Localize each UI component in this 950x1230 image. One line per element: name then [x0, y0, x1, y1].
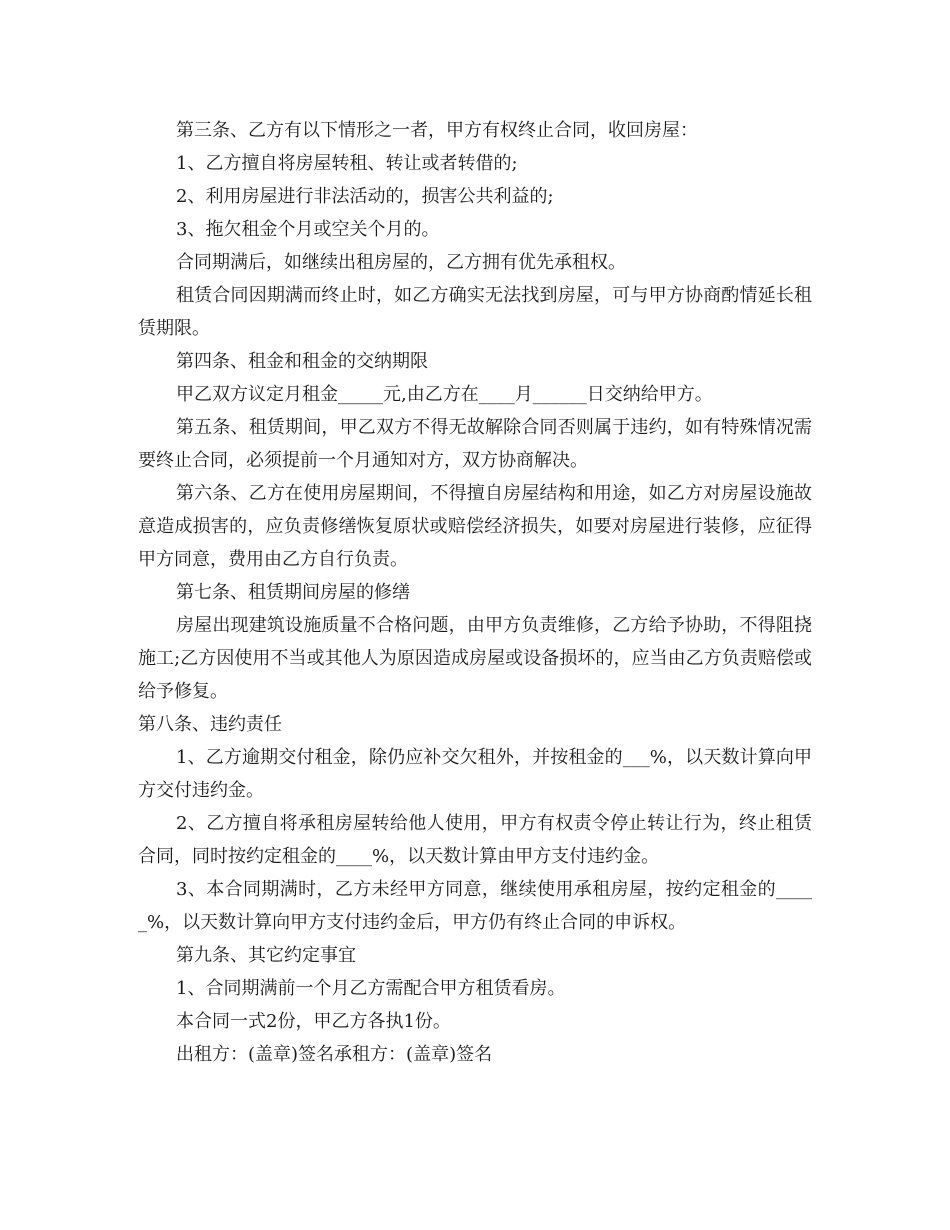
clause-5-paragraph: 第五条、租赁期间，甲乙双方不得无故解除合同否则属于违约，如有特殊情况需要终止合同，必须提前一个月通知对方，双方协商解决。	[138, 417, 812, 471]
clause-8-item-1: 1、乙方逾期交付租金，除仍应补交欠租外，并按租金的___%，以天数计算向甲方交付违约金。	[138, 747, 812, 801]
clause-8-item-2: 2、乙方擅自将承租房屋转给他人使用，甲方有权责令停止转让行为，终止租赁合同，同时按约定租金的____%，以天数计算由甲方支付违约金。	[138, 813, 812, 867]
clause-3-item-2: 2、利用房屋进行非法活动的，损害公共利益的;	[176, 186, 554, 207]
clause-9-item-1: 1、合同期满前一个月乙方需配合甲方租赁看房。	[176, 978, 566, 999]
signature-line: 出租方：(盖章)签名承租方：(盖章)签名	[176, 1044, 493, 1065]
repair-paragraph: 房屋出现建筑设施质量不合格问题，由甲方负责维修，乙方给予协助，不得阻挠施工;乙方因使用不当或其他人为原因造成房屋或设备损坏的，应当由乙方负责赔偿或给予修复。	[138, 615, 812, 702]
copies-paragraph: 本合同一式2份，甲乙方各执1份。	[176, 1011, 451, 1032]
clause-6-paragraph: 第六条、乙方在使用房屋期间，不得擅自房屋结构和用途，如乙方对房屋设施故意造成损害的，应负责修缮恢复原状或赔偿经济损失，如要对房屋进行装修，应征得甲方同意，费用由乙方自行负责。	[138, 483, 812, 570]
clause-3-item-1: 1、乙方擅自将房屋转租、转让或者转借的;	[176, 153, 518, 174]
clause-4-heading: 第四条、租金和租金的交纳期限	[176, 351, 428, 372]
document-body	[138, 114, 812, 1071]
priority-lease-paragraph: 合同期满后，如继续出租房屋的，乙方拥有优先承租权。	[176, 252, 626, 273]
clause-8-item-3: 3、本合同期满时，乙方未经甲方同意，继续使用承租房屋，按约定租金的_____%，以天数计算向甲方支付违约金后，甲方仍有终止合同的申诉权。	[138, 879, 812, 933]
clause-3-item-3: 3、拖欠租金个月或空关个月的。	[176, 219, 440, 240]
lease-extension-paragraph: 租赁合同因期满而终止时，如乙方确实无法找到房屋，可与甲方协商酌情延长租赁期限。	[138, 285, 812, 339]
clause-7-heading: 第七条、租赁期间房屋的修缮	[176, 582, 410, 603]
rent-terms-paragraph: 甲乙双方议定月租金_____元,由乙方在____月______日交纳给甲方。	[176, 384, 713, 405]
clause-9-heading: 第九条、其它约定事宜	[176, 945, 356, 966]
clause-3-heading: 第三条、乙方有以下情形之一者，甲方有权终止合同，收回房屋：	[176, 120, 698, 141]
clause-8-heading: 第八条、违约责任	[138, 714, 282, 735]
